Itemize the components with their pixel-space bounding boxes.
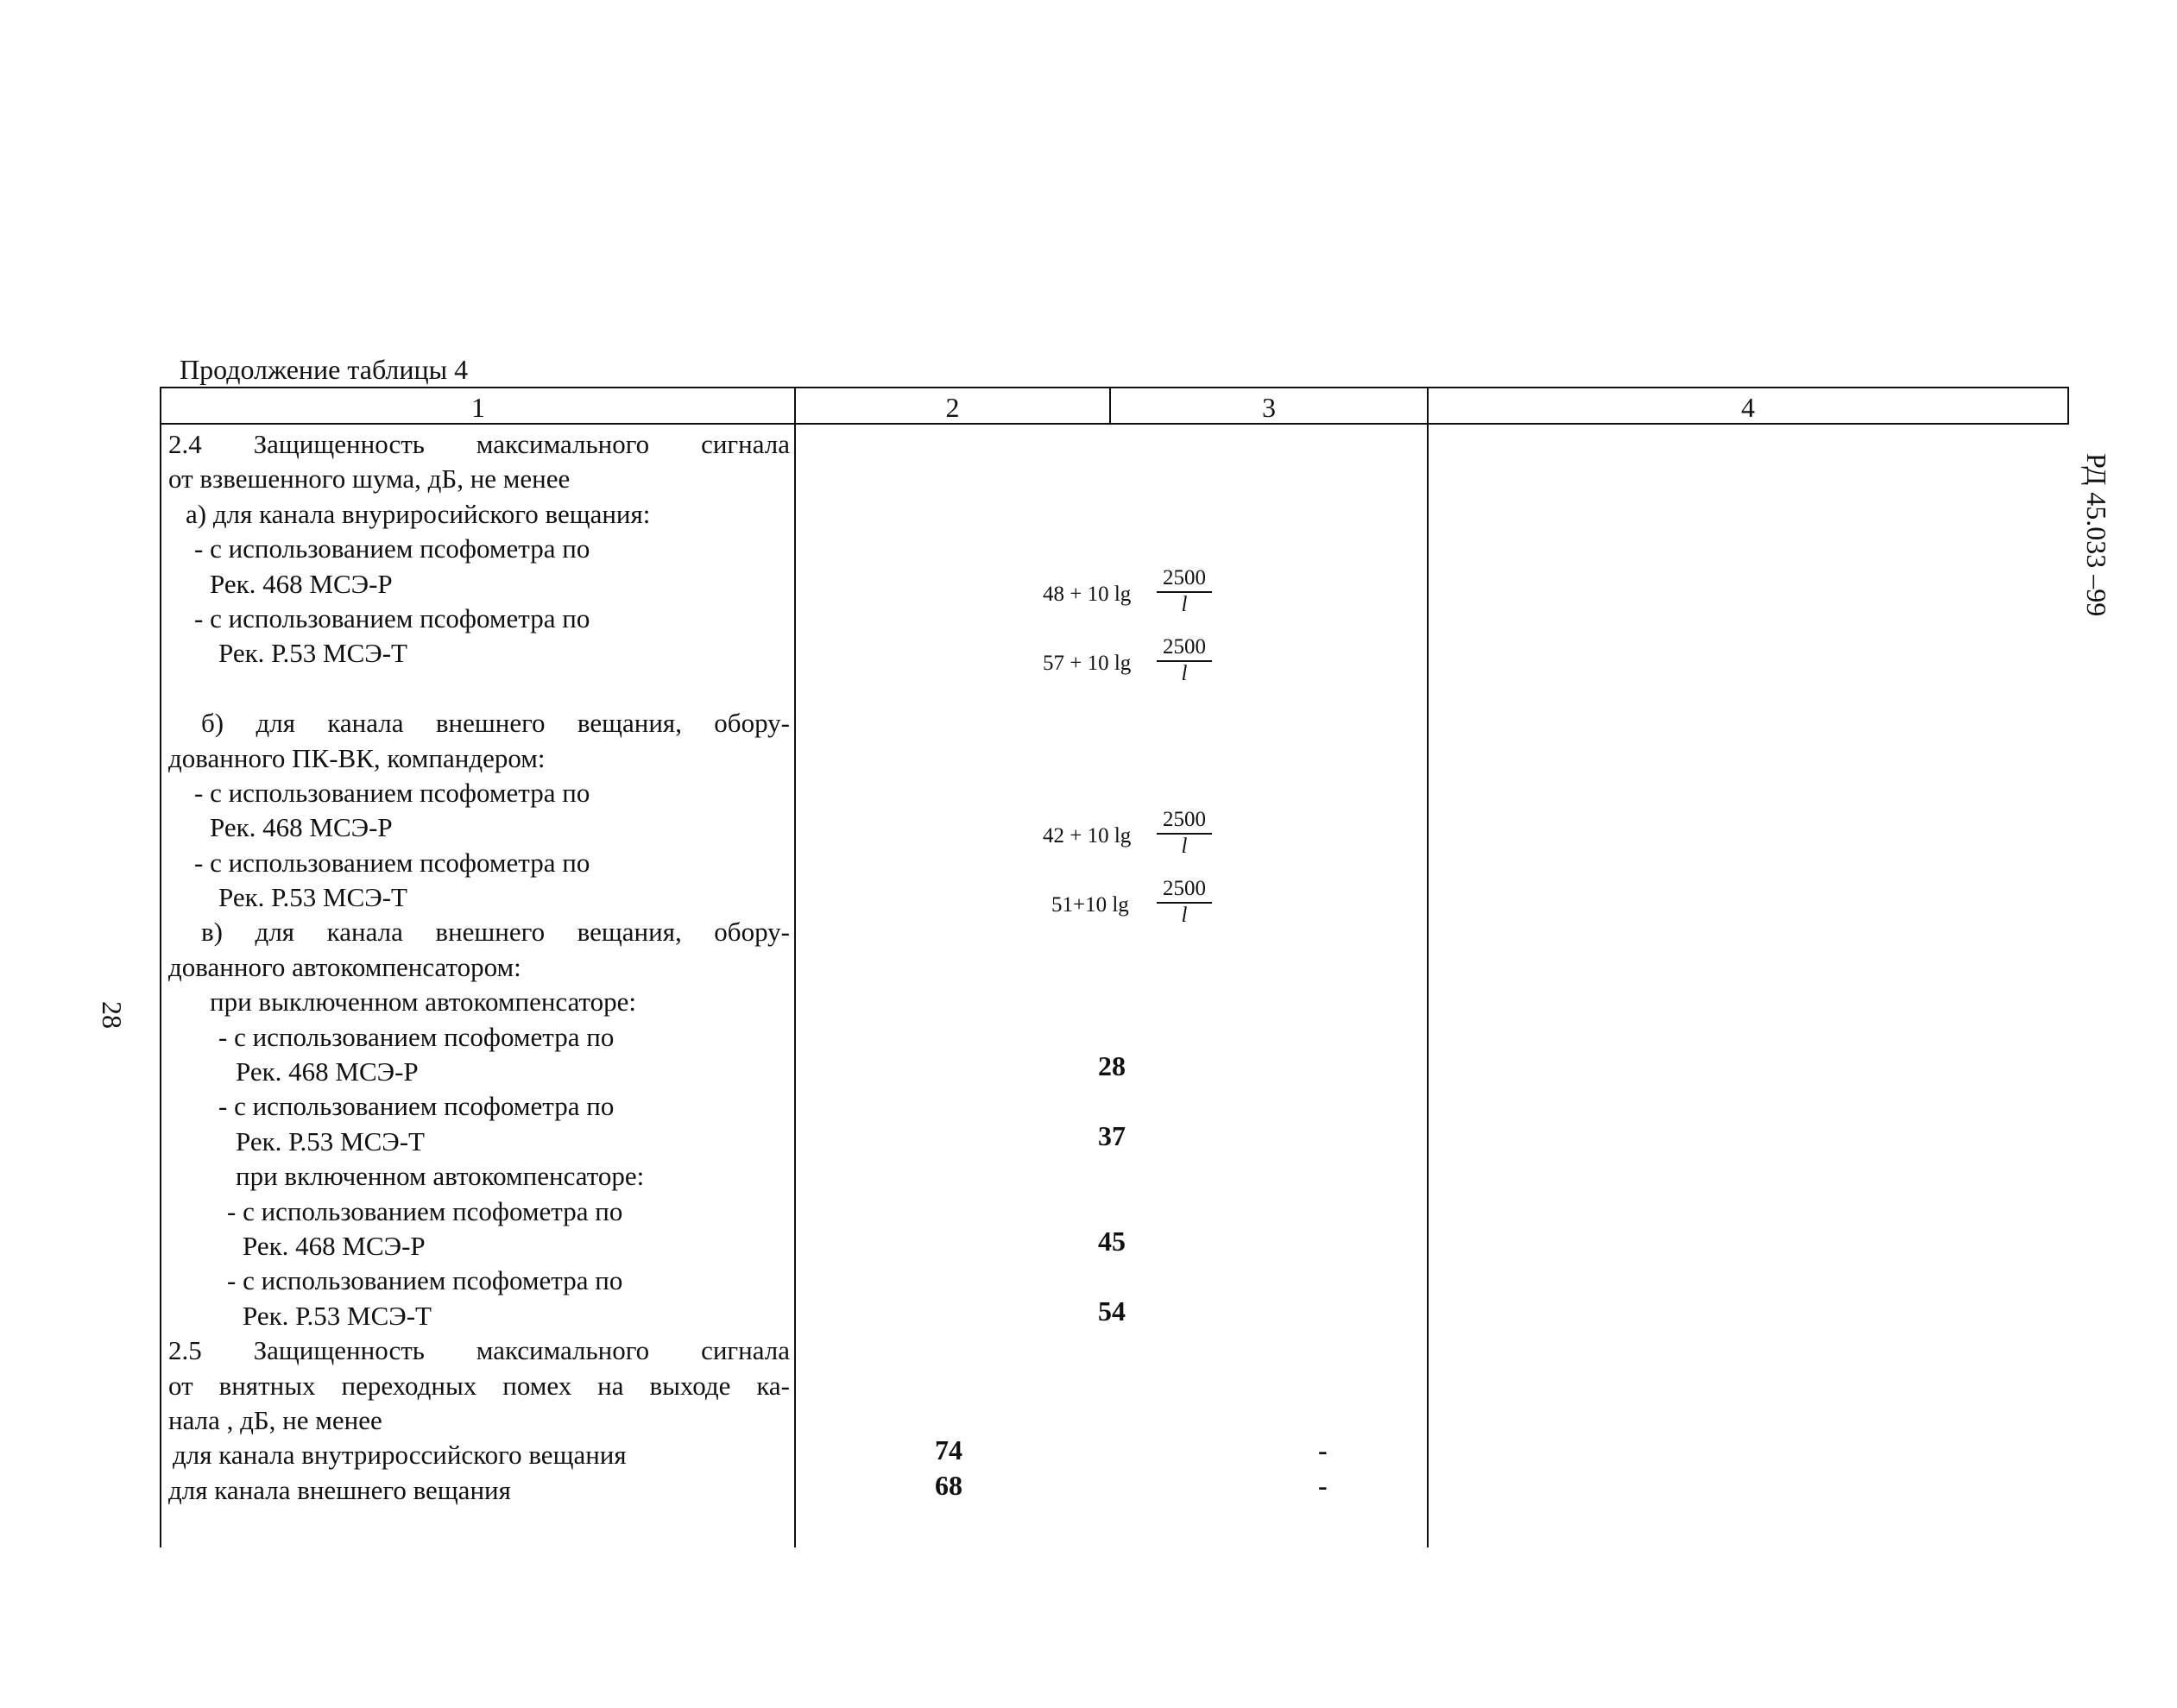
text-line: Рек. Р.53 МСЭ-Т: [236, 1125, 425, 1157]
text-line: при включенном автокомпенсаторе:: [236, 1161, 645, 1192]
value-54: 54: [1098, 1295, 1126, 1327]
value-dash-2: -: [1318, 1470, 1328, 1501]
table-right-border: [2067, 387, 2069, 423]
page-number: 28: [97, 1001, 128, 1029]
text-line: от взвешенного шума, дБ, не менее: [168, 463, 571, 495]
header-col-2: 2: [945, 392, 960, 423]
text-line: при выключенном автокомпенсаторе:: [210, 986, 637, 1018]
text-line: Рек. 468 МСЭ-Р: [243, 1230, 426, 1261]
value-74: 74: [935, 1434, 962, 1465]
formula-denominator: l: [1181, 662, 1188, 685]
text-line: дованного ПК-ВК, компандером:: [168, 742, 546, 773]
formula-48: [1043, 565, 1224, 626]
text-line: Рек. Р.53 МСЭ-Т: [218, 638, 407, 669]
formula-numerator: 2500: [1157, 634, 1212, 662]
formula-lhs: 48 + 10 lg: [1043, 583, 1132, 606]
value-dash-1: -: [1318, 1434, 1328, 1465]
formula-42: [1043, 807, 1224, 867]
text-line: Рек. Р.53 МСЭ-Т: [243, 1300, 432, 1331]
formula-lhs: 51+10 lg: [1051, 893, 1129, 917]
text-line: для канала внешнего вещания: [168, 1474, 511, 1505]
text-line: Рек. 468 МСЭ-Р: [236, 1056, 419, 1087]
table-top-border: [160, 387, 2069, 388]
text-line: от внятных переходных помех на выходе ка-: [168, 1370, 790, 1401]
formula-numerator: 2500: [1157, 565, 1212, 593]
text-line: [168, 671, 790, 706]
text-line: в) для канала внешнего вещания, обору-: [201, 917, 790, 948]
formula-numerator: 2500: [1157, 876, 1212, 904]
text-line: а) для канала внуриросийского вещания:: [186, 498, 651, 529]
text-line: - с использованием псофометра по: [194, 602, 590, 633]
value-28: 28: [1098, 1050, 1126, 1081]
formula-denominator: l: [1181, 593, 1188, 616]
text-line: 2.5 Защищенность максимального сигнала: [168, 1335, 790, 1366]
text-line: для канала внутрироссийского вещания: [173, 1440, 627, 1471]
text-line: Рек. 468 МСЭ-Р: [210, 812, 393, 843]
formula-57: [1043, 634, 1224, 695]
header-col-3: 3: [1262, 392, 1276, 423]
header-col-4: 4: [1741, 392, 1755, 423]
document-code: РД 45.033 –99: [2081, 453, 2112, 617]
value-37: 37: [1098, 1120, 1126, 1151]
text-line: - с использованием псофометра по: [194, 777, 590, 808]
formula-numerator: 2500: [1157, 807, 1212, 835]
formula-fraction: [1157, 876, 1212, 928]
formula-lhs: 57 + 10 lg: [1043, 652, 1132, 675]
text-line: - с использованием псофометра по: [218, 1021, 615, 1052]
text-line: - с использованием псофометра по: [227, 1265, 623, 1296]
text-line: - с использованием псофометра по: [227, 1195, 623, 1226]
text-line: Рек. Р.53 МСЭ-Т: [218, 882, 407, 913]
formula-51: [1051, 876, 1224, 936]
text-line: 2.4 Защищенность максимального сигнала: [168, 429, 790, 459]
formula-fraction: [1157, 807, 1212, 859]
text-line: Рек. 468 МСЭ-Р: [210, 568, 393, 599]
text-line: - с использованием псофометра по: [194, 847, 590, 878]
formula-lhs: 42 + 10 lg: [1043, 824, 1132, 848]
table-caption: Продолжение таблицы 4: [180, 354, 469, 385]
formula-denominator: l: [1181, 835, 1188, 858]
parameter-text: [168, 427, 790, 1508]
text-line: дованного автокомпенсатором:: [168, 951, 521, 982]
formula-fraction: [1157, 565, 1212, 617]
table-left-border: [160, 387, 161, 1547]
header-col-1: 1: [471, 392, 485, 423]
formula-denominator: l: [1181, 904, 1188, 927]
value-45: 45: [1098, 1226, 1126, 1257]
text-line: - с использованием псофометра по: [218, 1091, 615, 1122]
col3-col4-divider: [1427, 387, 1429, 1547]
col1-col2-divider: [794, 387, 796, 1547]
text-line: - с использованием псофометра по: [194, 533, 590, 564]
value-68: 68: [935, 1470, 962, 1501]
formula-fraction: [1157, 634, 1212, 686]
text-line: нала , дБ, не менее: [168, 1404, 382, 1435]
text-line: б) для канала внешнего вещания, обору-: [201, 708, 790, 739]
